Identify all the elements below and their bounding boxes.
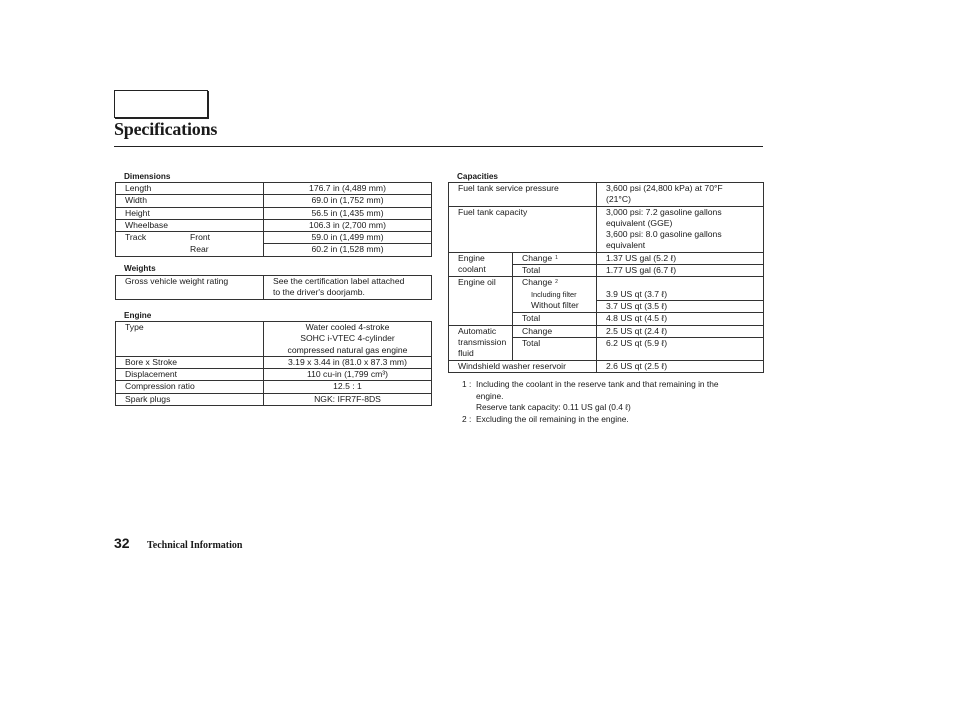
washer-label: Windshield washer reservoir [449, 360, 597, 372]
atf-total-label: Total [513, 337, 597, 360]
oil-footnote-ref: 2 [555, 279, 558, 286]
oil-incl-value: 3.9 US qt (3.7 ℓ) [597, 289, 764, 301]
atf-change-value: 2.5 US qt (2.4 ℓ) [597, 325, 764, 337]
coolant-footnote-ref: 1 [555, 254, 558, 261]
section-footer: Technical Information [147, 540, 243, 551]
oil-change-label [513, 277, 597, 289]
plugs-label: Spark plugs [116, 393, 264, 405]
table-row [449, 206, 764, 252]
type-line1: Water cooled 4-stroke [305, 322, 390, 332]
footnote-1 [462, 379, 762, 414]
oil-total-value: 4.8 US qt (4.5 ℓ) [597, 313, 764, 325]
length-value: 176.7 in (4,489 mm) [264, 183, 432, 195]
fuel-capacity-line1: 3,000 psi: 7.2 gasoline gallons [606, 206, 722, 217]
compression-label: Compression ratio [116, 381, 264, 393]
fuel-pressure-label: Fuel tank service pressure [449, 183, 597, 207]
coolant-change-value: 1.37 US gal (5.2 ℓ) [597, 252, 764, 264]
bore-label: Bore x Stroke [116, 356, 264, 368]
track-front-cell [116, 232, 264, 244]
gvwr-value [264, 276, 432, 300]
gvwr-label: Gross vehicle weight rating [116, 276, 264, 300]
type-value [264, 322, 432, 357]
table-row [449, 277, 764, 289]
length-label: Length [116, 183, 264, 195]
footnote-2-number: 2 : [462, 413, 472, 424]
dimensions-table [115, 182, 432, 257]
oil-total-label: Total [513, 313, 597, 325]
dimensions-heading: Dimensions [124, 172, 171, 181]
oil-change-empty [597, 277, 764, 289]
fuel-pressure-value [597, 183, 764, 207]
header-tab-box [114, 90, 208, 118]
table-row [116, 232, 432, 244]
table-row [116, 244, 432, 256]
table-row [116, 276, 432, 300]
oil-without-value: 3.7 US qt (3.5 ℓ) [597, 300, 764, 312]
oil-without-label: Without filter [513, 300, 597, 312]
table-row [116, 356, 432, 368]
capacities-heading: Capacities [457, 172, 498, 181]
track-rear-value: 60.2 in (1,528 mm) [264, 244, 432, 256]
gvwr-line1: See the certification label attached [273, 276, 405, 286]
table-row [449, 183, 764, 207]
displacement-label: Displacement [116, 369, 264, 381]
footnote-2 [462, 414, 762, 426]
atf-total-value: 6.2 US qt (5.9 ℓ) [597, 337, 764, 360]
bore-value: 3.19 x 3.44 in (81.0 x 87.3 mm) [264, 356, 432, 368]
plugs-value: NGK: IFR7F-8DS [264, 393, 432, 405]
footnote-2-text: Excluding the oil remaining in the engine. [476, 413, 629, 424]
oil-incl-label: Including filter [513, 289, 597, 301]
footnote-1-line1: Including the coolant in the reserve tank and that remaining in the [476, 379, 719, 389]
table-row [449, 325, 764, 337]
coolant-total-label: Total [513, 265, 597, 277]
type-label: Type [116, 322, 264, 357]
gvwr-line2: to the driver's doorjamb. [273, 287, 365, 298]
table-row [116, 207, 432, 219]
wheelbase-label: Wheelbase [116, 219, 264, 231]
atf-change-label: Change [513, 325, 597, 337]
fuel-capacity-line4: equivalent [606, 240, 646, 251]
fuel-pressure-line2: (21°C) [606, 194, 631, 205]
fuel-pressure-line1: 3,600 psi (24,800 kPa) at 70°F [606, 183, 723, 193]
coolant-label-line2: coolant [458, 264, 486, 275]
page-number: 32 [114, 535, 130, 551]
table-row [116, 369, 432, 381]
wheelbase-value: 106.3 in (2,700 mm) [264, 219, 432, 231]
displacement-value: 110 cu-in (1,799 cm³) [264, 369, 432, 381]
coolant-label-line1: Engine [458, 252, 485, 263]
footnote-1-number: 1 : [462, 379, 472, 389]
washer-value: 2.6 US qt (2.5 ℓ) [597, 360, 764, 372]
engine-heading: Engine [124, 311, 152, 320]
coolant-change-label [513, 252, 597, 264]
table-row [116, 322, 432, 357]
table-row [116, 381, 432, 393]
type-line3: compressed natural gas engine [287, 344, 408, 355]
atf-label-line1: Automatic [458, 325, 497, 336]
table-row [116, 183, 432, 195]
atf-label-line3: fluid [458, 348, 474, 359]
width-value: 69.0 in (1,752 mm) [264, 195, 432, 207]
table-row [449, 360, 764, 372]
track-front-label: Front [190, 232, 211, 243]
footnotes [462, 379, 762, 425]
title-rule [114, 146, 763, 147]
track-rear-cell [116, 244, 264, 256]
type-line2: SOHC i-VTEC 4-cylinder [300, 333, 395, 344]
table-row [116, 393, 432, 405]
height-value: 56.5 in (1,435 mm) [264, 207, 432, 219]
atf-label [449, 325, 513, 360]
weights-table [115, 275, 432, 300]
coolant-change-text: Change [522, 252, 553, 263]
fuel-capacity-label: Fuel tank capacity [449, 206, 597, 252]
track-rear-label: Rear [190, 243, 209, 254]
coolant-label [449, 252, 513, 277]
fuel-capacity-value [597, 206, 764, 252]
fuel-capacity-line3: 3,600 psi: 8.0 gasoline gallons [606, 229, 722, 240]
footnote-1-line2: engine. [476, 390, 504, 401]
height-label: Height [116, 207, 264, 219]
coolant-total-value: 1.77 US gal (6.7 ℓ) [597, 265, 764, 277]
width-label: Width [116, 195, 264, 207]
weights-heading: Weights [124, 264, 156, 273]
page-title: Specifications [114, 119, 218, 139]
oil-label: Engine oil [449, 277, 513, 325]
engine-table [115, 321, 432, 406]
track-label: Track [125, 232, 147, 243]
compression-value: 12.5 : 1 [264, 381, 432, 393]
footnote-1-line3: Reserve tank capacity: 0.11 US gal (0.4 ℓ) [476, 402, 631, 413]
table-row [449, 252, 764, 264]
capacities-table [448, 182, 764, 373]
oil-change-text: Change [522, 277, 553, 288]
atf-label-line2: transmission [458, 336, 507, 347]
fuel-capacity-line2: equivalent (GGE) [606, 217, 673, 228]
track-front-value: 59.0 in (1,499 mm) [264, 232, 432, 244]
table-row [116, 195, 432, 207]
table-row [116, 219, 432, 231]
